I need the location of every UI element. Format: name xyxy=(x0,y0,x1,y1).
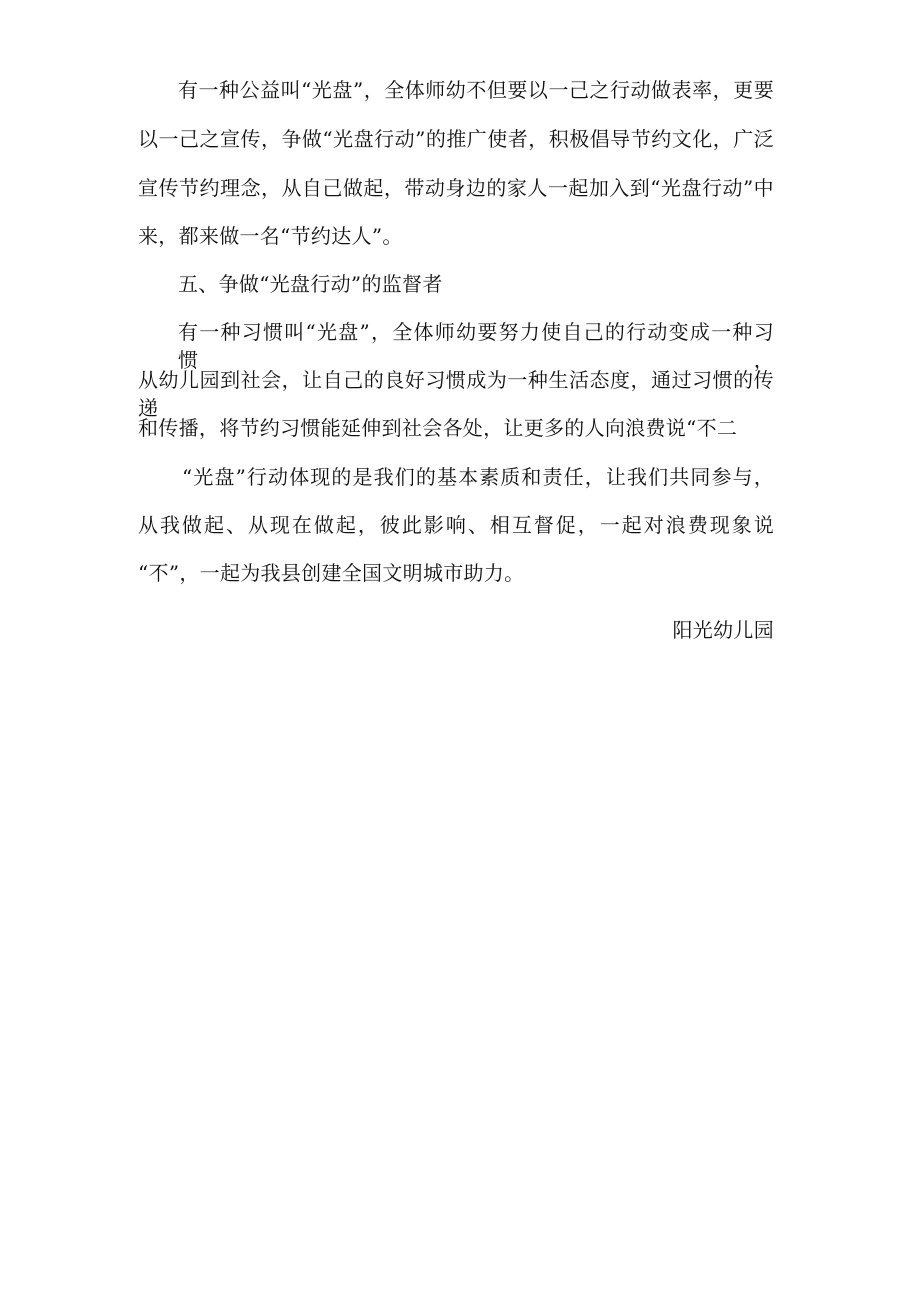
section-heading-5: 五、争做“光盘行动”的监督者 xyxy=(178,272,443,296)
paragraph-2-line-3: 和传播，将节约习惯能延伸到社会各处，让更多的人向浪费说“不二 xyxy=(138,416,738,440)
paragraph-2-line-1: 有一种习惯叫“光盘”，全体师幼要努力使自己的行动变成一种习惯， xyxy=(178,320,774,372)
paragraph-3-line-1: “光盘”行动体现的是我们的基本素质和责任，让我们共同参与， xyxy=(182,465,774,489)
paragraph-1-line-1: 有一种公益叫“光盘”，全体师幼不但要以一己之行动做表率，更要 xyxy=(178,78,774,102)
paragraph-1-line-3: 宣传节约理念，从自己做起，带动身边的家人一起加入到“光盘行动”中 xyxy=(138,176,774,200)
paragraph-2-line-2: 从幼儿园到社会，让自己的良好习惯成为一种生活态度，通过习惯的传递 xyxy=(138,368,774,420)
paragraph-3-line-2: 从我做起、从现在做起，彼此影响、相互督促，一起对浪费现象说 xyxy=(138,513,774,537)
paragraph-1-line-4: 来，都来做一名“节约达人”。 xyxy=(138,224,403,248)
signature: 阳光幼儿园 xyxy=(672,618,774,642)
paragraph-3-line-3: “不”，一起为我县创建全国文明城市助力。 xyxy=(138,561,525,585)
paragraph-1-line-2: 以一己之宣传，争做“光盘行动”的推广使者，积极倡导节约文化，广泛 xyxy=(138,127,774,151)
